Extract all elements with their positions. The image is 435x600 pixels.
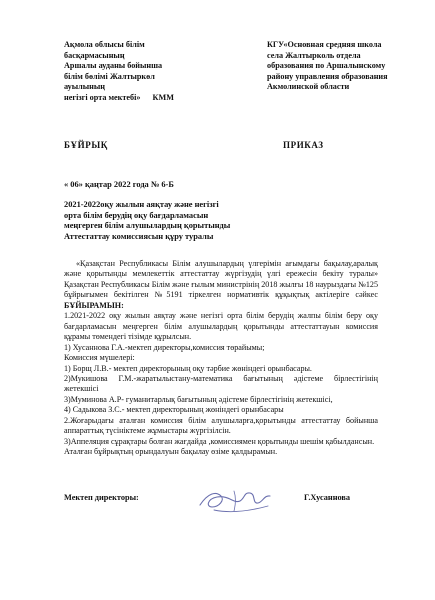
header-left-school-name: негізгі орта мектебі» [64, 92, 141, 102]
signature-label: Мектеп директоры: [64, 493, 139, 502]
body-intro-paragraph [64, 259, 378, 311]
header-right-line-4: району управления образования [267, 71, 388, 81]
body-item-3: 3)Аппеляция сұрақтары болған жағдайда ,комиссиямен қорытынды шешім қабылдансын. [64, 436, 375, 446]
header-left-line-3: Аршалы ауданы бойынша [64, 61, 163, 71]
body-members-label: Комиссия мүшелері: [64, 353, 135, 363]
body-item-1: 1.2021-2022 оқу жылын аяқтау және негізгі орта білім берудің жалпы білім беру оқу бағдарламасын меңгерген білім алушылардың қорытынды аттестаттауын комиссия құрамы төмендегі тізімде құрылсын. [64, 311, 378, 342]
subject-line-4: Аттестаттау комиссиясын құру туралы [64, 231, 214, 241]
body-member-4: 4) Садыкова З.С.- мектеп директорының жөніндегі орынбасары [64, 405, 284, 415]
signature-name: Г.Хусаннова [304, 493, 351, 502]
subject-line-1: 2021-2022оқу жылын аяқтау және негізгі [64, 200, 219, 209]
header-right-russian [267, 40, 417, 93]
order-body [64, 259, 378, 458]
body-member-1: 1) Борщ Л.В.- мектеп директорының оқу тәрбие жөніндегі орынбасары. [64, 363, 312, 373]
body-command: БҰЙЫРАМЫН: [64, 300, 124, 310]
header-left-kmm: КММ [152, 92, 174, 102]
header-left-kazakh [64, 40, 229, 104]
subject-line-3: меңгерген білім алушылардың қорытынды [64, 221, 231, 231]
header-left-line-2: басқармасының [64, 50, 125, 60]
order-date-number: « 06» қаңтар 2022 года № 6-Б [64, 180, 174, 189]
header-right-line-2: села Жалтырколь отдела [267, 50, 361, 60]
header-left-line-4: білім бөлімі Жалтыркөл [64, 71, 155, 81]
body-item-2: 2.Жоғарыдағы аталған комиссия білім алушыларға,қорытынды аттестаттау бойынша аппараттық түсініктеме жұмыстары жүргізілсін. [64, 415, 378, 436]
order-title-kazakh: БҰЙРЫҚ [64, 140, 108, 150]
body-chair: 1) Хусаннова Г.А.-мектеп директоры,комиссия төрайымы; [64, 342, 265, 352]
body-intro-text: «Қазақстан Республикасы Білім алушылардың үлгерімін ағымдағы бақылау,аралық және қорытынды мемлекеттік аттестаттау жүргізудің үлгі ережесін бекіту туралы» Қазақстан Республикасы Білім және ғылым министрінің 2018 жылғы 18 наурыздағы №125 бұйрығымен бекітілген №5191 тіркелген нормативтік құқықтық актілеріге сәйкес [64, 259, 378, 300]
order-subject [64, 200, 364, 242]
body-member-3: 3)Муминова А.Р- гуманитарлық бағытының әдістеме бірлестігінің жетекшісі, [64, 394, 333, 404]
header-right-line-1: КГУ«Основная средняя школа [267, 40, 382, 49]
body-closing: Аталған бұйрықтың орындалуын бақылау өзіме қалдырамын. [64, 447, 278, 457]
body-member-2: 2)Мукишова Г.М.-жаратылыстану-математика бағытының әдістеме бірлестігінің жетекшісі [64, 373, 378, 394]
signature-row [64, 489, 378, 523]
header-right-line-3: образования по Аршалынскому [267, 61, 386, 71]
order-title-russian: ПРИКАЗ [283, 140, 324, 150]
subject-line-2: орта білім берудің оқу бағдарламасын [64, 210, 209, 220]
header-left-line-5: ауылының [64, 82, 105, 92]
signature-stroke-2 [214, 506, 268, 512]
handwritten-signature [190, 483, 282, 517]
header-left-line-1: Ақмола облысы білім [64, 40, 145, 49]
header-left-line-6 [64, 93, 229, 104]
header-right-line-5: Акмолинской области [267, 82, 350, 92]
